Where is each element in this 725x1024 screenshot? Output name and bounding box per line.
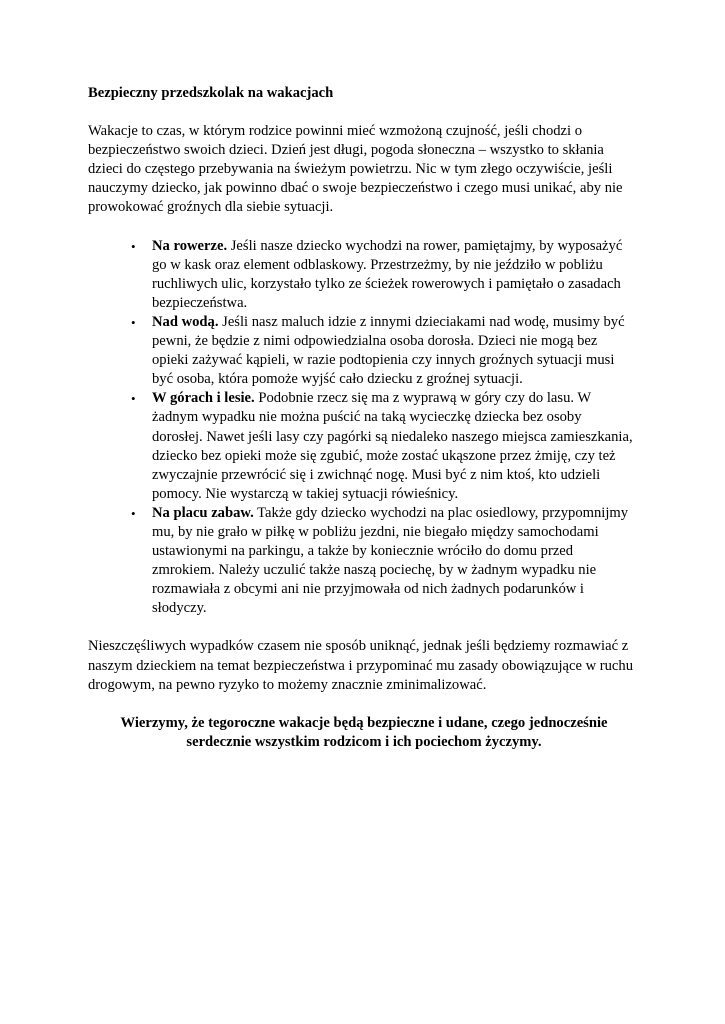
tip-text: Podobnie rzecz się ma z wyprawą w góry czy do lasu. W żadnym wypadku nie można puścić na taką wycieczkę dziecka bez osoby dorosłej. Nawet jeśli lasy czy pagórki są niedaleko naszego miejsca zamieszkania, dziecko bez opieki może się zgubić, może zostać ukąszone przez żmiję, czy też zwyczajnie przewrócić się i zwichnąć nogę. Musi być z nim ktoś, kto udzieli pomocy. Nie wystarczą w takiej sytuacji rówieśnicy. <box>152 390 633 502</box>
tip-text: Jeśli nasz maluch idzie z innymi dzieciakami nad wodę, musimy być pewni, że będzie z nimi odpowiedzialna osoba dorosła. Dzieci nie mogą bez opieki zażywać kąpieli, w razie podtopienia czy innych groźnych sytuacji musi być osoba, która pomoże wyjść cało dziecku z groźnej sytuacji. <box>152 313 625 388</box>
bullet-icon: • <box>131 314 136 330</box>
tip-heading: W górach i lesie. <box>152 390 255 407</box>
intro-paragraph: Wakacje to czas, w którym rodzice powinni mieć wzmożoną czujność, jeśli chodzi o bezpieczeństwo swoich dzieci. Dzień jest długi, pogoda słoneczna – wszystko to skłania dzieci do częstego przebywania na świeżym powietrzu. Nic w tym złego oczywiście, jeśli nauczymy dziecko, jak powinno dbać o swoje bezpieczeństwo i czego musi unikać, aby nie prowokować groźnych dla siebie sytuacji. <box>88 123 623 216</box>
tip-text: Także gdy dziecko wychodzi na plac osiedlowy, przypomnijmy mu, by nie grało w piłkę w pobliżu jezdni, nie biegało między samochodami ustawionymi na parkingu, a także by koniecznie wróciło do domu przed zmrokiem. Należy uczulić także naszą pociechę, by w żadnym wypadku nie rozmawiała z obcymi ani nie przyjmowała od nich żadnych podarunków i słodyczy. <box>152 504 629 617</box>
wish-line-1: Wierzymy, że tegoroczne wakacje będą bezpieczne i udane, czego jednocześnie <box>120 714 608 731</box>
tip-heading: Na placu zabaw. <box>152 504 254 521</box>
document-title: Bezpieczny przedszkolak na wakacjach <box>88 85 334 101</box>
list-item <box>131 313 634 389</box>
bullet-icon: • <box>131 505 136 521</box>
safety-tips-list <box>88 237 634 619</box>
list-item <box>131 504 634 619</box>
closing-paragraph: Nieszczęśliwych wypadków czasem nie sposób uniknąć, jednak jeśli będziemy rozmawiać z naszym dzieckiem na temat bezpieczeństwa i przypominać mu zasady obowiązujące w ruchu drogowym, na pewno ryzyko to możemy znacznie zminimalizować. <box>88 638 634 693</box>
closing-wishes <box>88 714 634 752</box>
document-page <box>88 84 634 752</box>
list-item <box>131 389 634 504</box>
tip-heading: Nad wodą. <box>152 313 219 330</box>
bullet-icon: • <box>131 391 136 407</box>
tip-heading: Na rowerze. <box>152 237 228 254</box>
tip-text: Jeśli nasze dziecko wychodzi na rower, pamiętajmy, by wyposażyć go w kask oraz element odblaskowy. Przestrzeżmy, by nie jeździło w pobliżu ruchliwych ulic, korzystało tylko ze ścieżek rowerowych i pamiętało o zasadach bezpieczeństwa. <box>152 237 623 311</box>
list-item <box>131 237 634 313</box>
wish-line-2: serdecznie wszystkim rodzicom i ich pociechom życzymy. <box>186 733 542 750</box>
bullet-icon: • <box>131 238 136 254</box>
